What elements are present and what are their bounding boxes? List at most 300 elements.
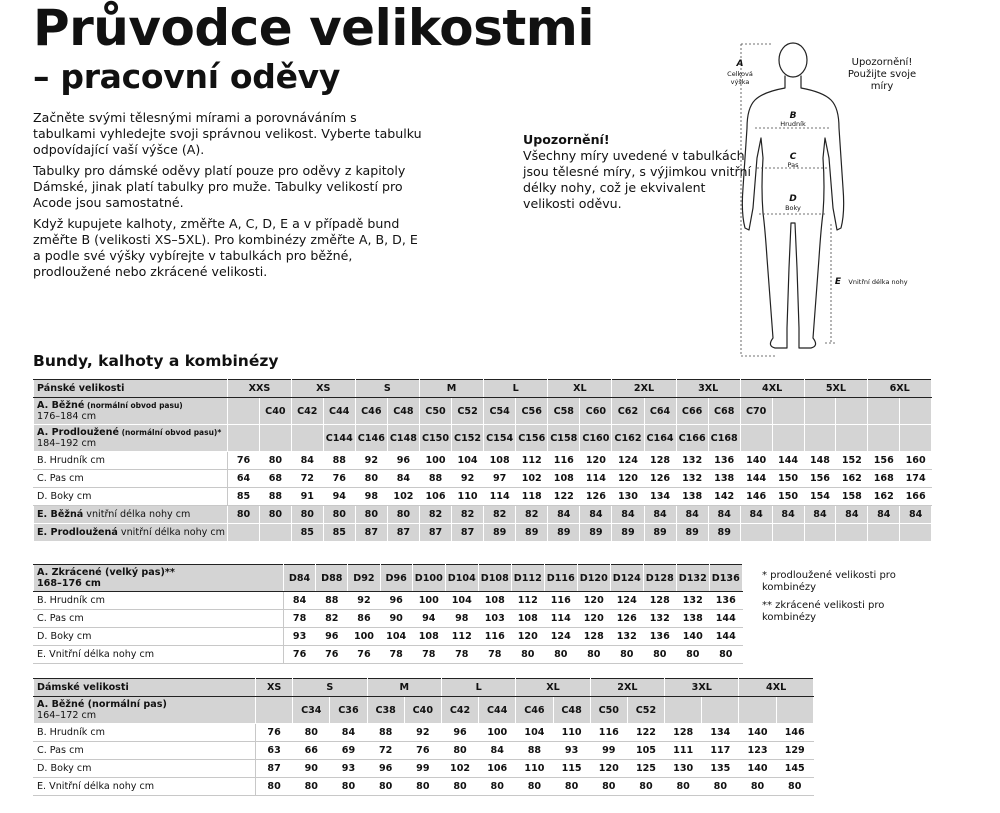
women-row-e-label: E. Vnitřní délka nohy cm <box>34 778 256 796</box>
table-cell: 110 <box>516 760 553 778</box>
table-cell: 76 <box>348 646 380 664</box>
table-cell: C40 <box>404 697 441 724</box>
table-cell: 80 <box>776 778 813 796</box>
table-cell: 99 <box>590 742 627 760</box>
table-cell: 138 <box>676 488 708 506</box>
table-cell: 80 <box>627 778 664 796</box>
table-cell: 105 <box>627 742 664 760</box>
table-cell <box>868 524 900 542</box>
table-cell: 90 <box>293 760 330 778</box>
table-cell: D92 <box>348 565 380 592</box>
table-cell: 82 <box>452 506 484 524</box>
table-cell: 135 <box>702 760 739 778</box>
table-cell <box>665 697 702 724</box>
table-cell: 144 <box>772 452 804 470</box>
table-cell: 128 <box>644 452 676 470</box>
table-cell: 112 <box>511 592 544 610</box>
women-row-inseam <box>34 778 814 796</box>
women-row-c-label: C. Pas cm <box>34 742 256 760</box>
table-cell: 92 <box>355 452 387 470</box>
men-row-e2-title: E. Prodloužená <box>37 527 118 538</box>
table-cell: 80 <box>293 778 330 796</box>
table-cell: 84 <box>836 506 868 524</box>
label-c-text: Pas <box>787 161 799 169</box>
table-cell: 84 <box>900 506 932 524</box>
table-cell: 128 <box>643 592 676 610</box>
table-cell: 116 <box>544 592 577 610</box>
table-cell: 138 <box>676 610 709 628</box>
table-cell: 108 <box>548 470 580 488</box>
men-row-inseam-regular <box>34 506 932 524</box>
table-cell: 136 <box>709 592 742 610</box>
table-cell <box>900 524 932 542</box>
women-row-chest <box>34 724 814 742</box>
men-row-e2-rest: vnitřní délka nohy cm <box>117 527 226 538</box>
table-cell <box>836 425 868 452</box>
table-cell: 123 <box>739 742 776 760</box>
men-row-d-label: D. Boky cm <box>34 488 228 506</box>
table-cell: 144 <box>740 470 772 488</box>
table-cell: 162 <box>868 488 900 506</box>
table-cell: 84 <box>612 506 644 524</box>
men-size-s: S <box>355 380 419 398</box>
table-cell: C44 <box>479 697 516 724</box>
table-cell: C66 <box>676 398 708 425</box>
men-size-4xl: 4XL <box>740 380 804 398</box>
men-row-hips <box>34 488 932 506</box>
table-cell: 90 <box>380 610 412 628</box>
women-header-row <box>34 679 814 697</box>
men-size-m: M <box>419 380 483 398</box>
table-cell: 124 <box>612 452 644 470</box>
table-cell: 87 <box>387 524 419 542</box>
table-cell: 88 <box>316 592 348 610</box>
table-cell: D132 <box>676 565 709 592</box>
table-cell: 136 <box>708 452 740 470</box>
table-cell: 80 <box>709 646 742 664</box>
table-cell: 80 <box>291 506 323 524</box>
table-cell: 100 <box>419 452 451 470</box>
women-size-table <box>33 678 814 796</box>
short-row-d-label: D. Boky cm <box>34 628 284 646</box>
table-cell: C42 <box>291 398 323 425</box>
table-cell: 98 <box>445 610 478 628</box>
table-cell: 92 <box>452 470 484 488</box>
men-row-a-title: A. Běžné <box>37 400 85 411</box>
short-row-waist <box>34 610 743 628</box>
table-cell: C150 <box>419 425 451 452</box>
table-cell: 80 <box>577 646 610 664</box>
table-cell: 87 <box>452 524 484 542</box>
table-cell: 80 <box>256 778 293 796</box>
table-cell: 158 <box>836 488 868 506</box>
table-cell: 118 <box>516 488 548 506</box>
table-cell: C162 <box>612 425 644 452</box>
table-cell: 80 <box>367 778 404 796</box>
table-cell: 114 <box>484 488 516 506</box>
short-row-b-label: B. Hrudník cm <box>34 592 284 610</box>
table-cell: C48 <box>387 398 419 425</box>
table-cell: 80 <box>479 778 516 796</box>
page-title: Průvodce velikostmi <box>33 0 595 57</box>
men-row-a-label <box>34 398 228 425</box>
label-a-text1: Celková <box>727 70 753 78</box>
table-cell: 89 <box>676 524 708 542</box>
table-cell: 130 <box>612 488 644 506</box>
men-size-3xl: 3XL <box>676 380 740 398</box>
men-row-b-label: B. Hrudník cm <box>34 452 228 470</box>
table-cell: 150 <box>772 488 804 506</box>
table-cell <box>836 524 868 542</box>
table-cell: 114 <box>580 470 612 488</box>
table-cell: C44 <box>323 398 355 425</box>
table-cell: C40 <box>259 398 291 425</box>
table-cell: 132 <box>676 592 709 610</box>
table-cell: 84 <box>740 506 772 524</box>
table-cell: 82 <box>484 506 516 524</box>
table-cell: D116 <box>544 565 577 592</box>
table-cell <box>868 425 900 452</box>
table-cell: C48 <box>553 697 590 724</box>
table-cell <box>836 398 868 425</box>
table-cell: 96 <box>441 724 478 742</box>
short-row-inseam <box>34 646 743 664</box>
men-row-a-long <box>34 425 932 452</box>
table-cell: 104 <box>445 592 478 610</box>
intro-text <box>33 110 423 285</box>
table-cell: 84 <box>772 506 804 524</box>
table-cell: 78 <box>380 646 412 664</box>
women-size-2xl: 2XL <box>590 679 664 697</box>
label-a-text2: výška <box>730 78 750 86</box>
table-cell: 134 <box>644 488 676 506</box>
table-cell: 89 <box>516 524 548 542</box>
table-cell: 63 <box>256 742 293 760</box>
table-cell: C52 <box>627 697 664 724</box>
table-cell: 156 <box>868 452 900 470</box>
table-cell: C50 <box>419 398 451 425</box>
table-cell: 88 <box>516 742 553 760</box>
table-cell: 128 <box>577 628 610 646</box>
table-cell: 89 <box>548 524 580 542</box>
table-cell: 168 <box>868 470 900 488</box>
table-cell: 124 <box>544 628 577 646</box>
table-cell: 80 <box>259 506 291 524</box>
table-cell: 80 <box>441 778 478 796</box>
label-a-letter: A <box>736 59 744 69</box>
women-row-a <box>34 697 814 724</box>
table-cell: 124 <box>610 592 643 610</box>
table-cell <box>772 524 804 542</box>
table-cell: 88 <box>367 724 404 742</box>
women-header-label: Dámské velikosti <box>34 679 256 697</box>
table-cell: 64 <box>228 470 260 488</box>
women-size-l: L <box>441 679 515 697</box>
table-cell: 144 <box>709 610 742 628</box>
men-row-p-label <box>34 425 228 452</box>
table-cell: 116 <box>478 628 511 646</box>
table-cell: 140 <box>739 760 776 778</box>
table-cell: 120 <box>580 452 612 470</box>
table-cell: 85 <box>228 488 260 506</box>
table-cell: 116 <box>548 452 580 470</box>
table-cell: 76 <box>323 470 355 488</box>
table-cell: D128 <box>643 565 676 592</box>
table-cell: D124 <box>610 565 643 592</box>
table-cell <box>804 398 836 425</box>
table-cell: 80 <box>441 742 478 760</box>
table-cell: 78 <box>445 646 478 664</box>
table-cell: 88 <box>323 452 355 470</box>
table-cell: 134 <box>702 724 739 742</box>
table-cell: 84 <box>868 506 900 524</box>
men-row-a-regular <box>34 398 932 425</box>
table-cell: 146 <box>740 488 772 506</box>
women-size-3xl: 3XL <box>665 679 739 697</box>
table-cell: 96 <box>316 628 348 646</box>
table-cell <box>900 398 932 425</box>
table-cell: 80 <box>404 778 441 796</box>
men-header-row <box>34 380 932 398</box>
table-cell: 84 <box>479 742 516 760</box>
label-d-text: Boky <box>785 204 801 212</box>
figure-note: Upozornění! Použijte svoje míry <box>847 57 917 92</box>
table-cell: 89 <box>484 524 516 542</box>
table-cell: 66 <box>293 742 330 760</box>
short-row-a-title: A. Zkrácené (velký pas)** <box>37 567 175 578</box>
table-cell: 102 <box>441 760 478 778</box>
table-cell: C34 <box>293 697 330 724</box>
table-cell: 84 <box>284 592 316 610</box>
men-header-label: Pánské velikosti <box>34 380 228 398</box>
table-cell: D136 <box>709 565 742 592</box>
women-size-xs: XS <box>256 679 293 697</box>
table-cell: 89 <box>708 524 740 542</box>
table-cell: 117 <box>702 742 739 760</box>
table-cell: C52 <box>452 398 484 425</box>
table-cell <box>868 398 900 425</box>
table-cell: 132 <box>643 610 676 628</box>
table-cell: 78 <box>412 646 445 664</box>
table-cell: 80 <box>590 778 627 796</box>
table-cell: 152 <box>836 452 868 470</box>
short-row-c-label: C. Pas cm <box>34 610 284 628</box>
table-cell: D84 <box>284 565 316 592</box>
table-cell: 93 <box>553 742 590 760</box>
table-cell: 112 <box>516 452 548 470</box>
women-size-xl: XL <box>516 679 590 697</box>
table-cell: 82 <box>316 610 348 628</box>
table-cell: 120 <box>577 592 610 610</box>
table-cell: C60 <box>580 398 612 425</box>
table-cell: 156 <box>804 470 836 488</box>
table-cell: 120 <box>577 610 610 628</box>
table-cell: 78 <box>284 610 316 628</box>
women-row-a-label <box>34 697 256 724</box>
footnote-short: ** zkrácené velikosti pro kombinézy <box>762 600 885 623</box>
table-cell: 93 <box>330 760 367 778</box>
footnote-long: * prodloužené velikosti pro kombinézy <box>762 570 896 593</box>
table-cell: 80 <box>643 646 676 664</box>
women-row-hips <box>34 760 814 778</box>
table-cell <box>228 524 260 542</box>
table-cell: C168 <box>708 425 740 452</box>
table-cell: 115 <box>553 760 590 778</box>
table-cell: 76 <box>228 452 260 470</box>
label-e-text: Vnitřní délka nohy <box>848 278 908 286</box>
table-cell: 122 <box>548 488 580 506</box>
table-cell: 84 <box>676 506 708 524</box>
label-e-letter: E <box>834 277 842 287</box>
table-cell: 94 <box>323 488 355 506</box>
table-cell: 102 <box>516 470 548 488</box>
table-cell: 110 <box>553 724 590 742</box>
table-cell: C158 <box>548 425 580 452</box>
table-cell: C156 <box>516 425 548 452</box>
table-cell: 120 <box>511 628 544 646</box>
table-cell: 96 <box>387 452 419 470</box>
women-row-b-label: B. Hrudník cm <box>34 724 256 742</box>
men-size-table <box>33 379 932 542</box>
table-cell: C148 <box>387 425 419 452</box>
table-cell: 92 <box>348 592 380 610</box>
table-cell: 148 <box>804 452 836 470</box>
table-cell <box>739 697 776 724</box>
table-cell: 114 <box>544 610 577 628</box>
table-cell: C164 <box>644 425 676 452</box>
table-cell: 89 <box>644 524 676 542</box>
short-size-table <box>33 564 743 664</box>
table-cell: C166 <box>676 425 708 452</box>
men-size-6xl: 6XL <box>868 380 932 398</box>
table-cell: C70 <box>740 398 772 425</box>
table-cell: 122 <box>627 724 664 742</box>
table-cell: C42 <box>441 697 478 724</box>
table-cell: 87 <box>355 524 387 542</box>
table-cell: D112 <box>511 565 544 592</box>
table-cell: 76 <box>284 646 316 664</box>
table-cell: 80 <box>355 470 387 488</box>
table-cell: 100 <box>479 724 516 742</box>
section-title: Bundy, kalhoty a kombinézy <box>33 352 279 370</box>
table-cell: 132 <box>676 470 708 488</box>
short-row-e-label: E. Vnitřní délka nohy cm <box>34 646 284 664</box>
table-cell: D108 <box>478 565 511 592</box>
table-cell: 96 <box>380 592 412 610</box>
women-size-m: M <box>367 679 441 697</box>
table-cell: 108 <box>511 610 544 628</box>
table-cell: 85 <box>291 524 323 542</box>
table-cell: 162 <box>836 470 868 488</box>
table-cell: 108 <box>478 592 511 610</box>
men-size-l: L <box>484 380 548 398</box>
table-cell: 84 <box>804 506 836 524</box>
table-cell: 80 <box>676 646 709 664</box>
table-cell <box>259 524 291 542</box>
table-cell: 111 <box>665 742 702 760</box>
table-cell: 142 <box>708 488 740 506</box>
table-cell: 144 <box>709 628 742 646</box>
intro-paragraph-2: Tabulky pro dámské oděvy platí pouze pro oděvy z kapitoly Dámské, jinak platí tabulky pro muže. Tabulky velikostí pro Acode jsou samostatné. <box>33 163 406 210</box>
table-cell: C154 <box>484 425 516 452</box>
table-cell: 125 <box>627 760 664 778</box>
table-cell <box>228 425 260 452</box>
footnotes <box>762 570 902 630</box>
men-row-e2-label <box>34 524 228 542</box>
table-cell: 89 <box>612 524 644 542</box>
table-cell <box>740 524 772 542</box>
table-cell: 98 <box>355 488 387 506</box>
table-cell: 86 <box>348 610 380 628</box>
table-cell: D88 <box>316 565 348 592</box>
table-cell: 160 <box>900 452 932 470</box>
table-cell: 112 <box>445 628 478 646</box>
table-cell: 106 <box>479 760 516 778</box>
table-cell: 84 <box>580 506 612 524</box>
intro-paragraph-1: Začněte svými tělesnými mírami a porovnáváním s tabulkami vyhledejte svoji správnou velikost. Vyberte tabulku odpovídající vaší výšce (A). <box>33 110 422 157</box>
table-cell: 96 <box>367 760 404 778</box>
table-cell: 91 <box>291 488 323 506</box>
table-cell: 80 <box>259 452 291 470</box>
table-cell: 80 <box>387 506 419 524</box>
table-cell: D120 <box>577 565 610 592</box>
table-cell <box>772 398 804 425</box>
table-cell: 80 <box>330 778 367 796</box>
men-row-inseam-long <box>34 524 932 542</box>
men-row-e1-label <box>34 506 228 524</box>
short-row-a-label <box>34 565 284 592</box>
women-row-d-label: D. Boky cm <box>34 760 256 778</box>
table-cell: 108 <box>484 452 516 470</box>
table-cell: 104 <box>516 724 553 742</box>
table-cell: 145 <box>776 760 813 778</box>
table-cell: 110 <box>452 488 484 506</box>
figure-head <box>779 43 807 77</box>
table-cell: 68 <box>259 470 291 488</box>
intro-paragraph-3: Když kupujete kalhoty, změřte A, C, D, E a v případě bund změřte B (velikosti XS–5XL). Pro kombinézy změřte A, B, D, E a podle své výšky vybírejte v tabulkách pro běžné, prodloužené nebo zkrácené velikosti. <box>33 216 418 279</box>
men-row-a-note: (normální obvod pasu) <box>84 401 183 410</box>
table-cell <box>804 524 836 542</box>
table-cell: D100 <box>412 565 445 592</box>
table-cell: 126 <box>644 470 676 488</box>
table-cell: 76 <box>404 742 441 760</box>
men-row-chest <box>34 452 932 470</box>
table-cell: 99 <box>404 760 441 778</box>
table-cell: C144 <box>323 425 355 452</box>
table-cell: 80 <box>739 778 776 796</box>
table-cell: 72 <box>291 470 323 488</box>
table-cell: C36 <box>330 697 367 724</box>
short-row-chest <box>34 592 743 610</box>
table-cell: 103 <box>478 610 511 628</box>
table-cell: C56 <box>516 398 548 425</box>
table-cell: C146 <box>355 425 387 452</box>
table-cell: 100 <box>412 592 445 610</box>
men-row-p-title: A. Prodloužené <box>37 427 119 438</box>
table-cell: 138 <box>708 470 740 488</box>
men-row-p-note: (normální obvod pasu)* <box>118 428 222 437</box>
table-cell: 80 <box>516 778 553 796</box>
table-cell: 94 <box>412 610 445 628</box>
men-size-xl: XL <box>548 380 612 398</box>
table-cell <box>900 425 932 452</box>
women-size-4xl: 4XL <box>739 679 813 697</box>
table-cell: D96 <box>380 565 412 592</box>
table-cell: C54 <box>484 398 516 425</box>
table-cell: 84 <box>387 470 419 488</box>
table-cell: 76 <box>316 646 348 664</box>
table-cell: 129 <box>776 742 813 760</box>
